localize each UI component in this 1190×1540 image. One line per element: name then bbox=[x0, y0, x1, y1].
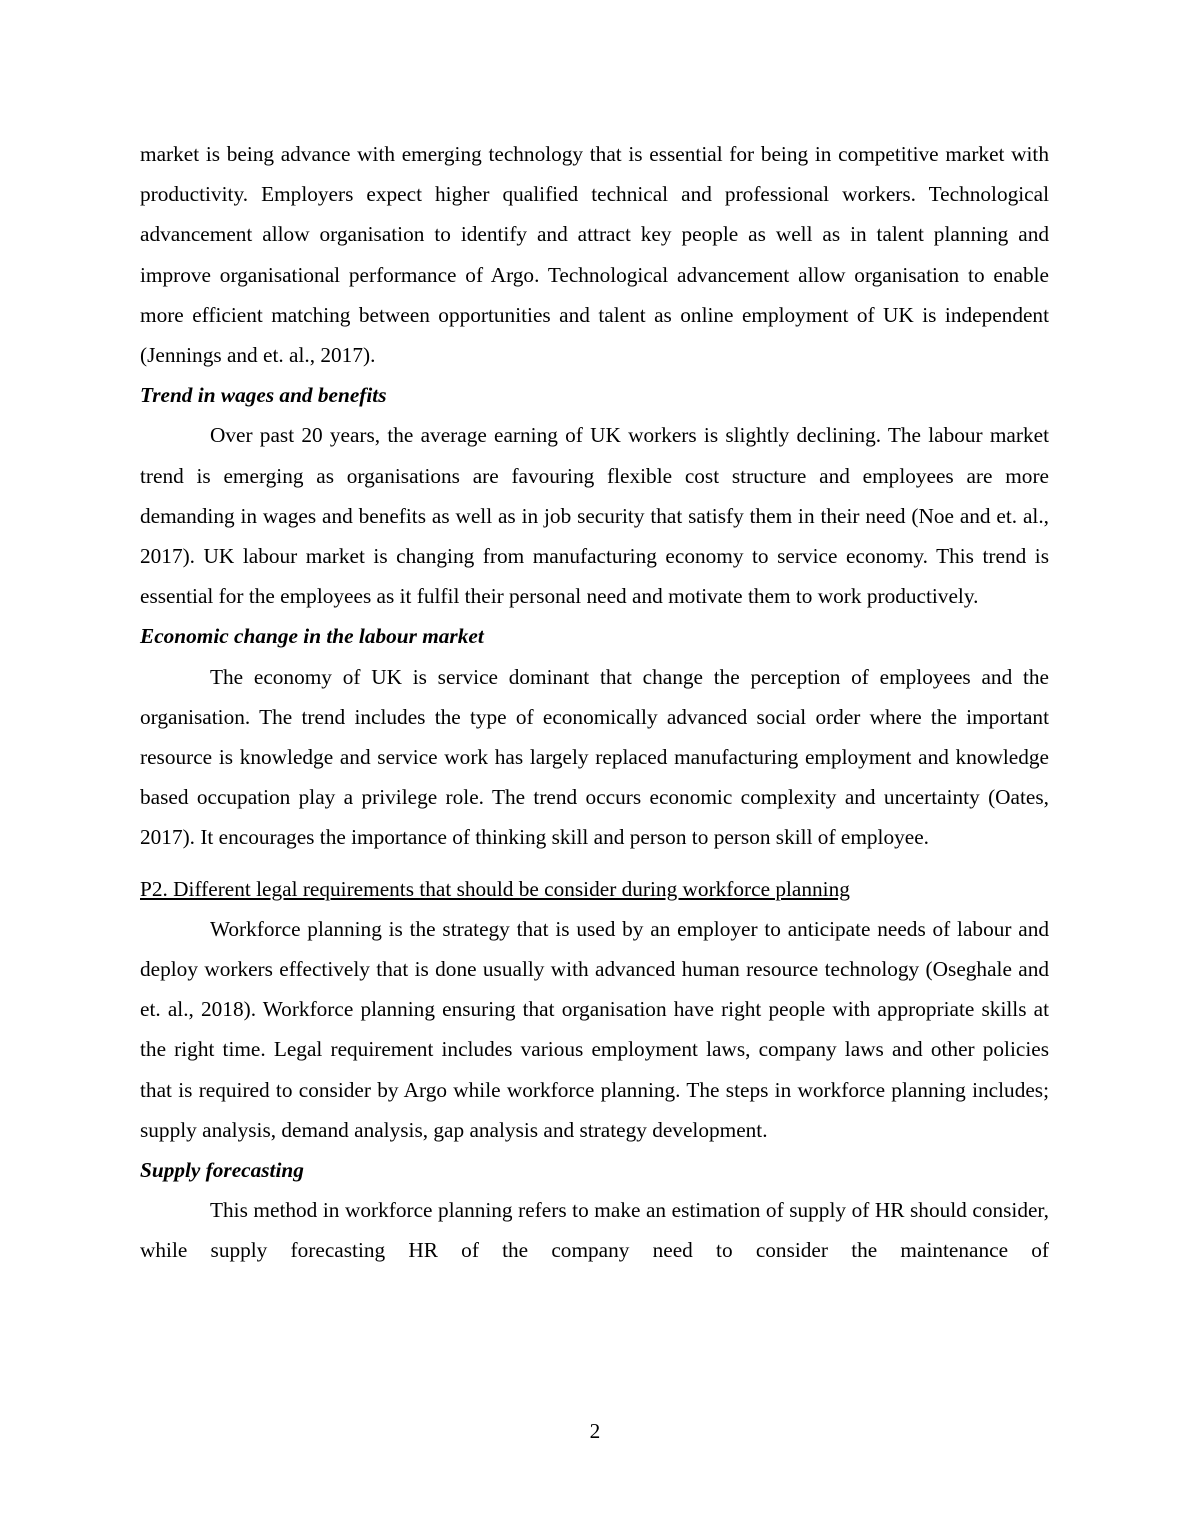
paragraph-supply-forecasting: This method in workforce planning refers to make an estimation of supply of HR should consider, while supply forecasting HR of the company need to consider the maintenance of bbox=[140, 1198, 1049, 1263]
paragraph-trend-wages: Over past 20 years, the average earning of UK workers is slightly declining. The labour market trend is emerging as organisations are favouring flexible cost structure and employees are more demanding in wages and benefits as well as in job security that satisfy them in their need (Noe and et. al., 2017). UK labour market is changing from manufacturing economy to service economy. This trend is essential for the employees as it fulfil their personal need and motivate them to work productively. bbox=[140, 423, 1049, 609]
page-number: 2 bbox=[589, 1419, 601, 1443]
intro-paragraph: market is being advance with emerging technology that is essential for being in competitive market with productivity. Employers expect higher qualified technical and professional workers. Technological advancement allow organisation to identify and attract key people as well as in talent planning and improve organisational performance of Argo. Technological advancement allow organisation to enable more efficient matching between opportunities and talent as online employment of UK is independent (Jennings and et. al., 2017). bbox=[140, 142, 1049, 368]
heading-trend-wages: Trend in wages and benefits bbox=[140, 383, 387, 408]
paragraph-workforce-planning: Workforce planning is the strategy that is used by an employer to anticipate needs of labour and deploy workers effectively that is done usually with advanced human resource technology (Oseghale and et. al., 2018). Workforce planning ensuring that organisation have right people with appropriate skills at the right time. Legal requirement includes various employment laws, company laws and other policies that is required to consider by Argo while workforce planning. The steps in workforce planning includes; supply analysis, demand analysis, gap analysis and strategy development. bbox=[140, 916, 1049, 1142]
document-page bbox=[140, 134, 1049, 1271]
heading-economic-change: Economic change in the labour market bbox=[140, 624, 484, 649]
paragraph-economic-change: The economy of UK is service dominant that change the perception of employees and the organisation. The trend includes the type of economically advanced social order where the important resource is knowledge and service work has largely replaced manufacturing employment and knowledge based occupation play a privilege role. The trend occurs economic complexity and uncertainty (Oates, 2017). It encourages the importance of thinking skill and person to person skill of employee. bbox=[140, 664, 1049, 850]
heading-supply-forecasting: Supply forecasting bbox=[140, 1158, 304, 1183]
section-title-p2: P2. Different legal requirements that should be consider during workforce planning bbox=[140, 876, 850, 901]
